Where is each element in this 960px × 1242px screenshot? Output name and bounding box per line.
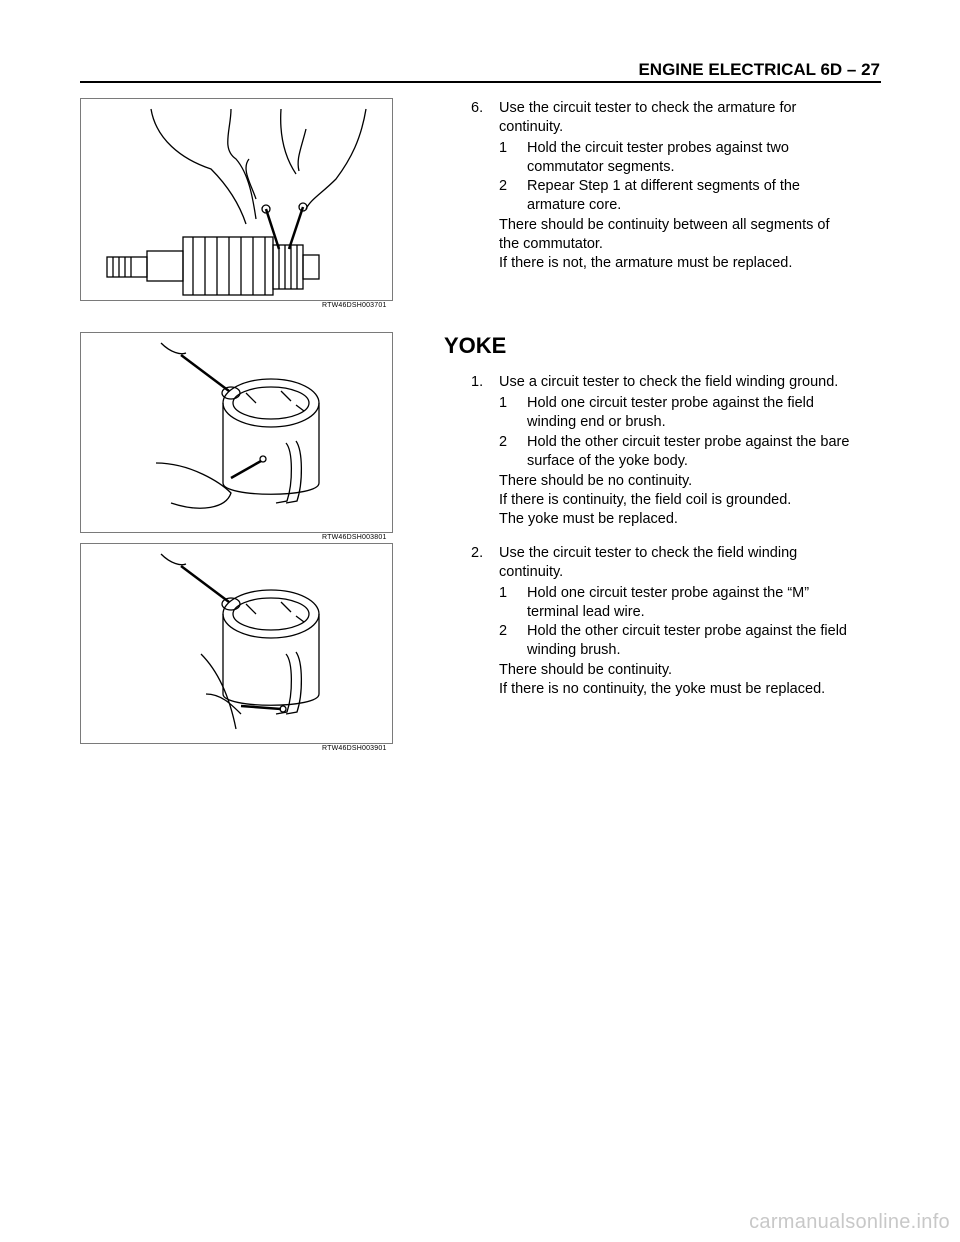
substep-line: winding end or brush.	[527, 414, 666, 430]
step-number: 6.	[471, 100, 484, 116]
substep-number: 1	[499, 395, 508, 411]
figure-caption: RTW46DSH003701	[322, 302, 387, 309]
note-line: If there is not, the armature must be replaced.	[499, 255, 793, 271]
watermark: carmanualsonline.info	[749, 1211, 950, 1233]
armature-illustration	[81, 99, 392, 300]
section-heading: YOKE	[444, 333, 507, 358]
substep-text	[527, 622, 847, 660]
yoke-ground-illustration	[81, 333, 392, 532]
substep-line: Hold the circuit tester probes against two	[527, 140, 789, 156]
substep-line: surface of the yoke body.	[527, 453, 688, 469]
figure-armature	[80, 98, 393, 301]
page-header-title: ENGINE ELECTRICAL 6D – 27	[638, 60, 880, 79]
step-line: Use a circuit tester to check the field winding ground.	[499, 374, 839, 390]
note-line: There should be continuity.	[499, 662, 673, 678]
step-line: Use the circuit tester to check the field winding	[499, 545, 798, 561]
note-line: If there is no continuity, the yoke must be replaced.	[499, 681, 826, 697]
step-line: Use the circuit tester to check the armature for	[499, 100, 797, 116]
figure-yoke-continuity	[80, 543, 393, 744]
note-line: If there is continuity, the field coil is grounded.	[499, 492, 792, 508]
substep-text	[527, 584, 809, 622]
substep-line: winding brush.	[527, 642, 621, 658]
substep-line: Repear Step 1 at different segments of the	[527, 178, 800, 194]
step-text	[499, 373, 838, 392]
note-line: There should be continuity between all segments of	[499, 217, 830, 233]
substep-number: 2	[499, 623, 508, 639]
substep-text	[527, 177, 800, 215]
substep-line: Hold one circuit tester probe against the field	[527, 395, 814, 411]
substep-line: Hold one circuit tester probe against the “M”	[527, 585, 810, 601]
note-line: the commutator.	[499, 236, 603, 252]
step-note	[499, 216, 829, 273]
substep-line: armature core.	[527, 197, 622, 213]
substep-line: commutator segments.	[527, 159, 675, 175]
substep-number: 2	[499, 434, 508, 450]
substep-line: terminal lead wire.	[527, 604, 645, 620]
note-line: There should be no continuity.	[499, 473, 693, 489]
substep-number: 2	[499, 178, 508, 194]
figure-caption: RTW46DSH003801	[322, 534, 387, 541]
step-note	[499, 472, 791, 529]
step-line: continuity.	[499, 119, 564, 135]
substep-number: 1	[499, 140, 508, 156]
figure-caption: RTW46DSH003901	[322, 745, 387, 752]
step-line: continuity.	[499, 564, 564, 580]
substep-text	[527, 433, 849, 471]
step-number: 2.	[471, 545, 484, 561]
figure-yoke-ground	[80, 332, 393, 533]
header-rule	[80, 81, 881, 83]
yoke-continuity-illustration	[81, 544, 392, 743]
step-note	[499, 661, 825, 699]
substep-text	[527, 139, 789, 177]
substep-number: 1	[499, 585, 508, 601]
note-line: The yoke must be replaced.	[499, 511, 678, 527]
substep-text	[527, 394, 814, 432]
step-text	[499, 544, 797, 582]
substep-line: Hold the other circuit tester probe against the field	[527, 623, 847, 639]
substep-line: Hold the other circuit tester probe against the bare	[527, 434, 850, 450]
step-text	[499, 99, 796, 137]
step-number: 1.	[471, 374, 484, 390]
